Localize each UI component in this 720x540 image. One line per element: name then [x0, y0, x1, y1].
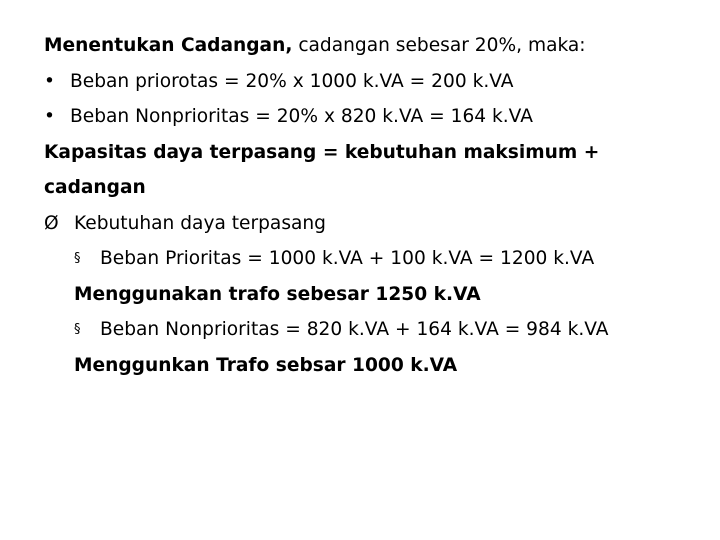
heading-text: cadangan sebesar 20%, maka:	[292, 35, 586, 56]
capacity-line-1: Kapasitas daya terpasang = kebutuhan maksimum +	[44, 141, 600, 163]
heading-bold: Menentukan Cadangan,	[44, 35, 293, 56]
sub-item-note: Menggunakan trafo sebesar 1250 k.VA	[74, 283, 481, 305]
slide-content	[44, 28, 694, 383]
bullet-marker: •	[44, 106, 55, 127]
arrow-bullet-icon: Ø	[44, 212, 59, 234]
square-bullet-icon: §	[74, 322, 81, 337]
heading-line	[44, 28, 694, 64]
capacity-line-2: cadangan	[44, 177, 146, 198]
sub-item	[44, 241, 694, 277]
sub-item-text: Beban Prioritas = 1000 k.VA + 100 k.VA = 1200 k.VA	[100, 248, 595, 269]
needs-text: Kebutuhan daya terpasang	[74, 212, 326, 234]
bullet-marker: •	[44, 70, 55, 92]
needs-item	[44, 206, 694, 242]
bullet-item	[44, 99, 694, 135]
sub-item-note: Menggunkan Trafo sebsar 1000 k.VA	[74, 354, 458, 376]
sub-item-text: Beban Nonprioritas = 820 k.VA + 164 k.VA = 984 k.VA	[100, 319, 609, 340]
bullet-item	[44, 64, 694, 100]
bullet-text: Beban Nonprioritas = 20% x 820 k.VA = 164 k.VA	[70, 106, 533, 127]
bullet-text: Beban priorotas = 20% x 1000 k.VA = 200 k.VA	[70, 70, 514, 92]
square-bullet-icon: §	[74, 251, 81, 266]
sub-item	[44, 312, 694, 348]
